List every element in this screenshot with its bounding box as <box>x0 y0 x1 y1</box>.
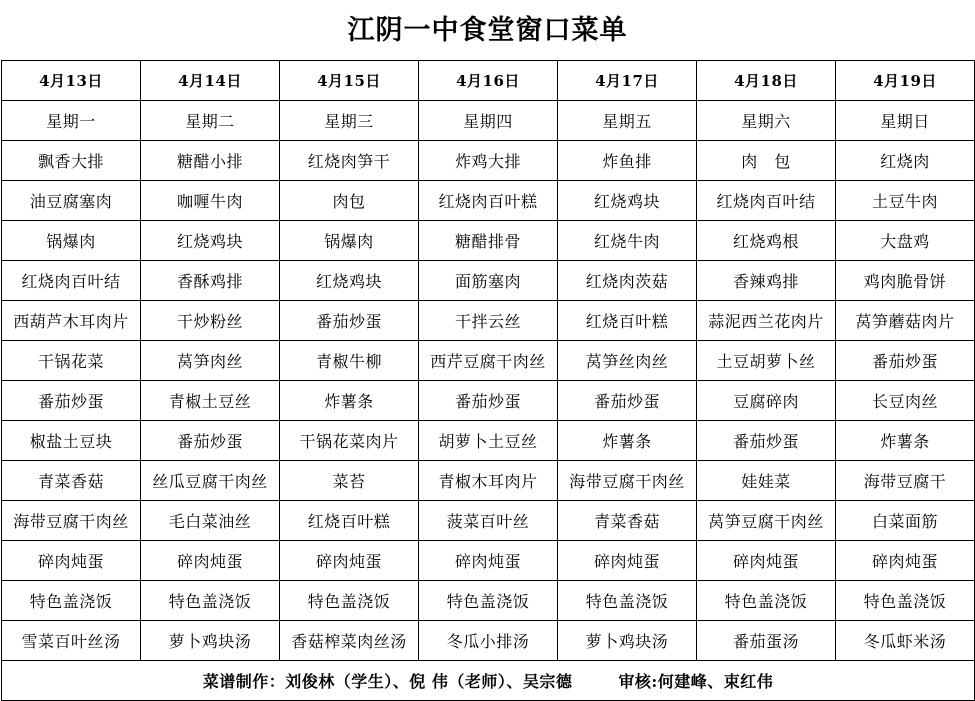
dish-cell: 雪菜百叶丝汤 <box>2 621 141 661</box>
dish-cell: 红烧鸡块 <box>280 261 419 301</box>
credits-cell <box>2 661 975 701</box>
dish-cell: 肉包 <box>280 181 419 221</box>
dish-cell: 长豆肉丝 <box>836 381 975 421</box>
dish-row <box>2 541 975 581</box>
dish-cell: 红烧肉百叶糕 <box>419 181 558 221</box>
dish-cell: 青椒木耳肉片 <box>419 461 558 501</box>
dish-row <box>2 141 975 181</box>
dish-cell: 干锅花菜 <box>2 341 141 381</box>
dish-cell: 番茄蛋汤 <box>697 621 836 661</box>
date-cell: 4月15日 <box>280 61 419 101</box>
dish-cell: 蒜泥西兰花肉片 <box>697 301 836 341</box>
dish-cell: 香辣鸡排 <box>697 261 836 301</box>
dish-cell: 特色盖浇饭 <box>836 581 975 621</box>
dish-cell: 娃娃菜 <box>697 461 836 501</box>
dish-cell: 萝卜鸡块汤 <box>558 621 697 661</box>
dish-cell: 碎肉炖蛋 <box>141 541 280 581</box>
dish-cell: 碎肉炖蛋 <box>558 541 697 581</box>
weekday-row <box>2 101 975 141</box>
dish-row <box>2 261 975 301</box>
dish-cell: 碎肉炖蛋 <box>419 541 558 581</box>
footer-row <box>2 661 975 701</box>
date-cell: 4月13日 <box>2 61 141 101</box>
dish-cell: 飘香大排 <box>2 141 141 181</box>
dish-cell: 西葫芦木耳肉片 <box>2 301 141 341</box>
dish-cell: 番茄炒蛋 <box>836 341 975 381</box>
dish-cell: 萝卜鸡块汤 <box>141 621 280 661</box>
dish-cell: 香菇榨菜肉丝汤 <box>280 621 419 661</box>
dish-cell: 冬瓜虾米汤 <box>836 621 975 661</box>
dish-cell: 红烧牛肉 <box>558 221 697 261</box>
dish-cell: 胡萝卜土豆丝 <box>419 421 558 461</box>
dish-cell: 特色盖浇饭 <box>419 581 558 621</box>
dish-cell: 碎肉炖蛋 <box>280 541 419 581</box>
dish-cell: 菜苔 <box>280 461 419 501</box>
dish-cell: 红烧肉百叶结 <box>2 261 141 301</box>
dish-cell: 糖醋小排 <box>141 141 280 181</box>
dish-cell: 莴笋肉丝 <box>141 341 280 381</box>
dish-row <box>2 341 975 381</box>
dish-cell: 青菜香菇 <box>558 501 697 541</box>
dish-row <box>2 181 975 221</box>
dish-cell: 咖喱牛肉 <box>141 181 280 221</box>
dish-cell: 香酥鸡排 <box>141 261 280 301</box>
weekday-cell: 星期四 <box>419 101 558 141</box>
dish-cell: 红烧肉 <box>836 141 975 181</box>
dish-row <box>2 581 975 621</box>
dish-cell: 特色盖浇饭 <box>697 581 836 621</box>
dish-cell: 碎肉炖蛋 <box>836 541 975 581</box>
dish-cell: 干锅花菜肉片 <box>280 421 419 461</box>
dish-row <box>2 221 975 261</box>
dish-row <box>2 621 975 661</box>
dish-cell: 莴笋蘑菇肉片 <box>836 301 975 341</box>
dish-cell: 青菜香菇 <box>2 461 141 501</box>
dish-cell: 红烧鸡块 <box>558 181 697 221</box>
dish-cell: 土豆胡萝卜丝 <box>697 341 836 381</box>
date-row <box>2 61 975 101</box>
dish-cell: 炸薯条 <box>558 421 697 461</box>
weekday-cell: 星期六 <box>697 101 836 141</box>
dish-cell: 番茄炒蛋 <box>2 381 141 421</box>
date-cell: 4月16日 <box>419 61 558 101</box>
dish-cell: 椒盐土豆块 <box>2 421 141 461</box>
date-cell: 4月17日 <box>558 61 697 101</box>
credits-text: 菜谱制作：刘俊林（学生）、倪 伟（老师）、吴宗德 <box>202 672 573 691</box>
dish-cell: 油豆腐塞肉 <box>2 181 141 221</box>
dish-cell: 青椒土豆丝 <box>141 381 280 421</box>
weekday-cell: 星期日 <box>836 101 975 141</box>
weekday-cell: 星期二 <box>141 101 280 141</box>
dish-cell: 特色盖浇饭 <box>280 581 419 621</box>
dish-cell: 红烧肉笋干 <box>280 141 419 181</box>
dish-cell: 红烧肉百叶结 <box>697 181 836 221</box>
dish-cell: 糖醋排骨 <box>419 221 558 261</box>
dish-cell: 红烧百叶糕 <box>558 301 697 341</box>
dish-cell: 番茄炒蛋 <box>558 381 697 421</box>
dish-cell: 碎肉炖蛋 <box>697 541 836 581</box>
dish-cell: 特色盖浇饭 <box>141 581 280 621</box>
dish-cell: 干拌云丝 <box>419 301 558 341</box>
dish-cell: 菠菜百叶丝 <box>419 501 558 541</box>
menu-table-body <box>2 61 975 661</box>
dish-cell: 番茄炒蛋 <box>280 301 419 341</box>
dish-row <box>2 461 975 501</box>
weekday-cell: 星期五 <box>558 101 697 141</box>
dish-cell: 炸鸡大排 <box>419 141 558 181</box>
dish-cell: 海带豆腐干肉丝 <box>558 461 697 501</box>
date-cell: 4月14日 <box>141 61 280 101</box>
dish-row <box>2 421 975 461</box>
dish-cell: 肉 包 <box>697 141 836 181</box>
dish-cell: 红烧鸡块 <box>141 221 280 261</box>
dish-cell: 特色盖浇饭 <box>558 581 697 621</box>
page-title: 江阴一中食堂窗口菜单 <box>347 15 628 46</box>
dish-cell: 锅爆肉 <box>2 221 141 261</box>
dish-cell: 豆腐碎肉 <box>697 381 836 421</box>
dish-cell: 红烧鸡根 <box>697 221 836 261</box>
dish-cell: 丝瓜豆腐干肉丝 <box>141 461 280 501</box>
dish-row <box>2 501 975 541</box>
dish-cell: 土豆牛肉 <box>836 181 975 221</box>
menu-table <box>1 60 975 701</box>
dish-cell: 白菜面筋 <box>836 501 975 541</box>
date-cell: 4月18日 <box>697 61 836 101</box>
dish-cell: 锅爆肉 <box>280 221 419 261</box>
dish-cell: 毛白菜油丝 <box>141 501 280 541</box>
dish-cell: 海带豆腐干 <box>836 461 975 501</box>
dish-cell: 青椒牛柳 <box>280 341 419 381</box>
dish-cell: 红烧肉茨菇 <box>558 261 697 301</box>
dish-cell: 炸薯条 <box>836 421 975 461</box>
dish-cell: 西芹豆腐干肉丝 <box>419 341 558 381</box>
dish-row <box>2 301 975 341</box>
date-cell: 4月19日 <box>836 61 975 101</box>
dish-row <box>2 381 975 421</box>
dish-cell: 碎肉炖蛋 <box>2 541 141 581</box>
dish-cell: 特色盖浇饭 <box>2 581 141 621</box>
dish-cell: 番茄炒蛋 <box>141 421 280 461</box>
dish-cell: 大盘鸡 <box>836 221 975 261</box>
dish-cell: 鸡肉脆骨饼 <box>836 261 975 301</box>
weekday-cell: 星期三 <box>280 101 419 141</box>
dish-cell: 炸薯条 <box>280 381 419 421</box>
dish-cell: 海带豆腐干肉丝 <box>2 501 141 541</box>
dish-cell: 莴笋豆腐干肉丝 <box>697 501 836 541</box>
dish-cell: 番茄炒蛋 <box>419 381 558 421</box>
weekday-cell: 星期一 <box>2 101 141 141</box>
review-text: 审核:何建峰、束红伟 <box>618 672 774 691</box>
dish-cell: 番茄炒蛋 <box>697 421 836 461</box>
dish-cell: 冬瓜小排汤 <box>419 621 558 661</box>
dish-cell: 莴笋丝肉丝 <box>558 341 697 381</box>
dish-cell: 干炒粉丝 <box>141 301 280 341</box>
dish-cell: 红烧百叶糕 <box>280 501 419 541</box>
dish-cell: 炸鱼排 <box>558 141 697 181</box>
dish-cell: 面筋塞肉 <box>419 261 558 301</box>
